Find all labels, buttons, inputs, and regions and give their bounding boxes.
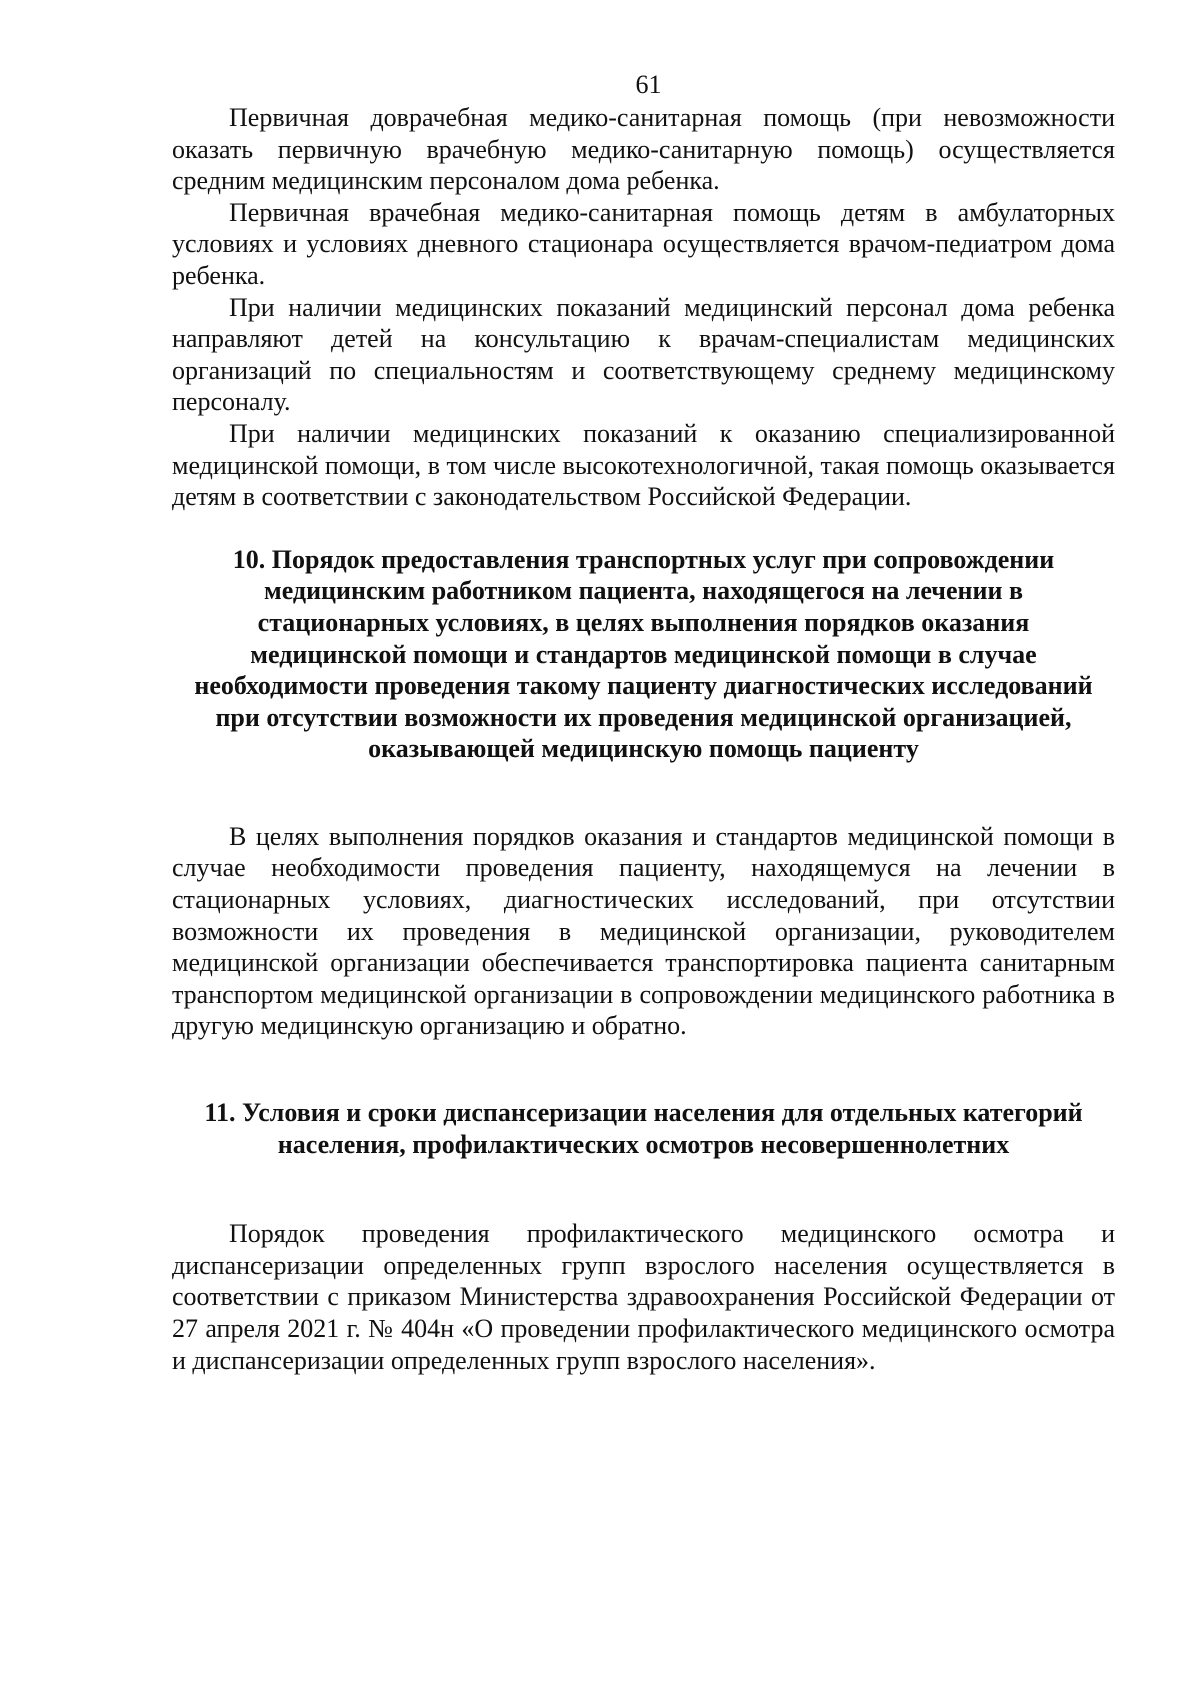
- section-10-paragraph: В целях выполнения порядков оказания и стандартов медицинской помощи в случае необходимости проведения пациенту, находящемуся на лечении в стационарных условиях, диагностических исследований, при отсутствии возможности их проведения в медицинской организации, руководителем медицинской организации обеспечивается транспортировка пациента санитарным транспортом медицинской организации в сопровождении медицинского работника в другую медицинскую организацию и обратно.: [172, 821, 1115, 1041]
- paragraph-specialist-referral: При наличии медицинских показаний медицинский персонал дома ребенка направляют детей на консультацию к врачам-специалистам медицинских организаций по специальностям и соответствующему среднему медицинскому персоналу.: [172, 292, 1115, 417]
- paragraph-primary-physician-care: Первичная врачебная медико-санитарная помощь детям в амбулаторных условиях и условиях дневного стационара осуществляется врачом-педиатром дома ребенка.: [172, 197, 1115, 290]
- paragraph-primary-prehospital-care: Первичная доврачебная медико-санитарная помощь (при невозможности оказать первичную врачебную медико-санитарную помощь) осуществляется средним медицинским персоналом дома ребенка.: [172, 103, 1115, 196]
- section-11-paragraph: Порядок проведения профилактического медицинского осмотра и диспансеризации определенных групп взрослого населения осуществляется в соответствии с приказом Министерства здравоохранения Российской Федерации от 27 апреля 2021 г. № 404н «О проведении профилактического медицинского осмотра и диспансеризации определенных групп взрослого населения».: [172, 1219, 1115, 1375]
- section-11-heading: 11. Условия и сроки диспансеризации населения для отдельных категорий населения, профилактических осмотров несовершеннолетних: [204, 1098, 1083, 1159]
- document-page: [172, 70, 1115, 1376]
- section-10-heading: 10. Порядок предоставления транспортных услуг при сопровождении медицинским работником пациента, находящегося на лечении в стационарных условиях, в целях выполнения порядков оказания медицинской помощи и стандартов медицинской помощи в случае необходимости проведения такому пациенту диагностических исследований при отсутствии возможности их проведения медицинской организацией, оказывающей медицинскую помощь пациенту: [194, 544, 1093, 764]
- paragraph-specialized-care: При наличии медицинских показаний к оказанию специализированной медицинской помощи, в том числе высокотехнологичной, такая помощь оказывается детям в соответствии с законодательством Российской Федерации.: [172, 418, 1115, 512]
- page-number: 61: [635, 70, 662, 99]
